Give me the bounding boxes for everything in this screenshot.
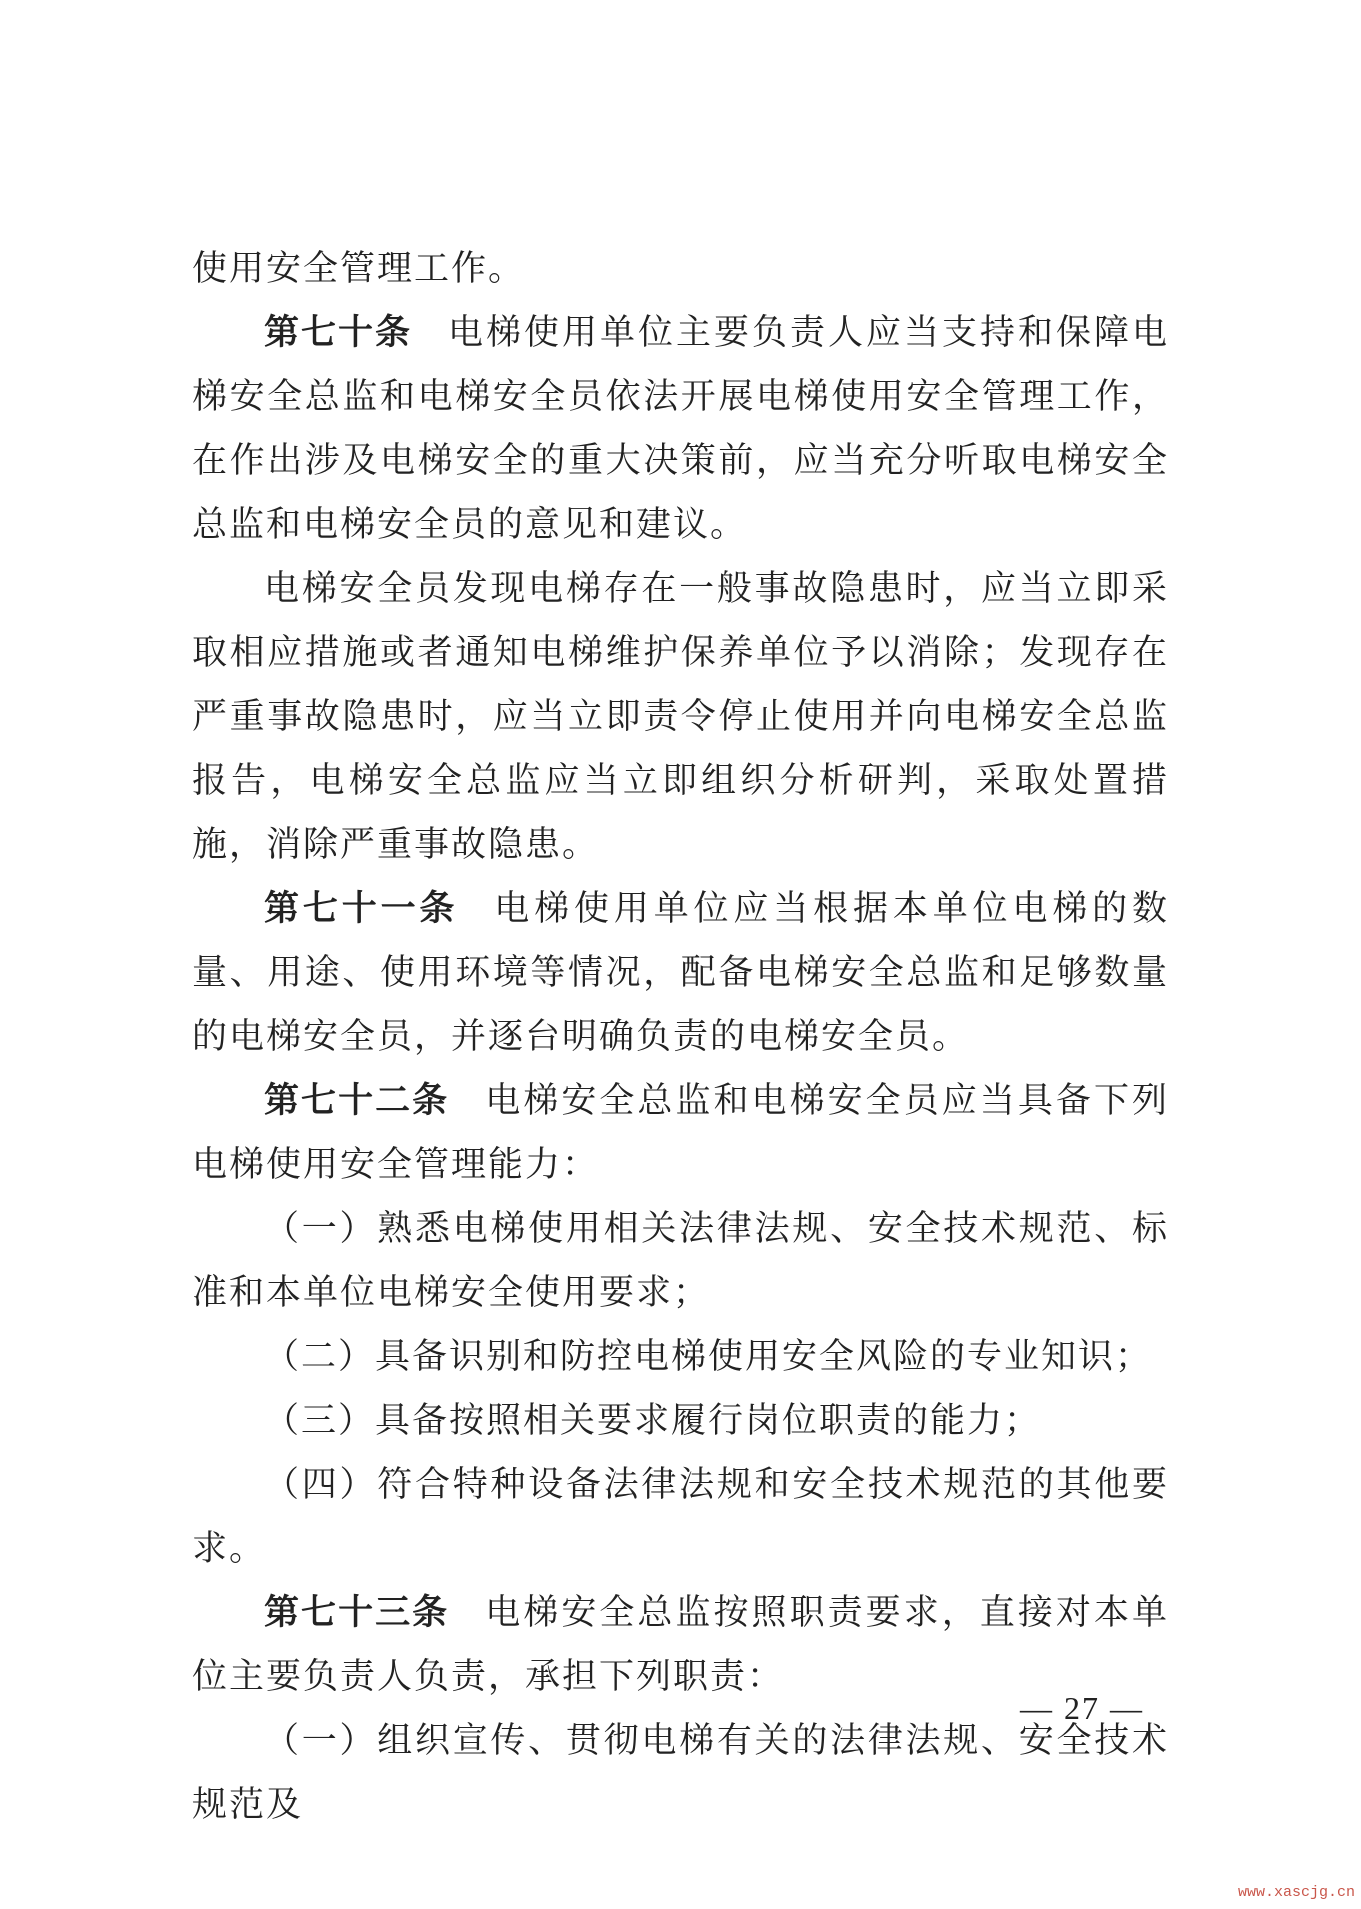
page-number: — 27 —	[1020, 1690, 1144, 1726]
paragraph-text: 电梯使用单位应当根据本单位电梯的数量、用途、使用环境等情况，配备电梯安全总监和足够数量的电梯安全员，并逐台明确负责的电梯安全员。	[192, 889, 1169, 1057]
list-item	[192, 1453, 1169, 1581]
list-item	[192, 1325, 1169, 1389]
paragraph-text: （二）具备识别和防控电梯使用安全风险的专业知识；	[264, 1337, 1153, 1377]
paragraph-text: 使用安全管理工作。	[192, 249, 526, 289]
paragraph-text: 电梯安全员发现电梯存在一般事故隐患时，应当立即采取相应措施或者通知电梯维护保养单位予以消除；发现存在严重事故隐患时，应当立即责令停止使用并向电梯安全总监报告，电梯安全总监应当立即组织分析研判，采取处置措施，消除严重事故隐患。	[192, 569, 1169, 865]
list-item	[192, 1389, 1169, 1453]
list-item	[192, 1709, 1169, 1837]
body-text	[192, 237, 1169, 1837]
paragraph-text: 电梯安全总监和电梯安全员应当具备下列电梯使用安全管理能力：	[192, 1081, 1169, 1185]
paragraph	[192, 557, 1169, 877]
article-number: 第七十二条	[264, 1081, 450, 1121]
paragraph-text: （一）熟悉电梯使用相关法律法规、安全技术规范、标准和本单位电梯安全使用要求；	[192, 1209, 1169, 1313]
article-number: 第七十三条	[264, 1593, 450, 1633]
paragraph	[192, 237, 1169, 301]
article-number: 第七十一条	[264, 889, 459, 929]
article-paragraph	[192, 877, 1169, 1069]
paragraph-text: （四）符合特种设备法律法规和安全技术规范的其他要求。	[192, 1465, 1169, 1569]
watermark-url: www.xascjg.cn	[1237, 1884, 1355, 1901]
article-number: 第七十条	[264, 313, 412, 353]
paragraph-text: 电梯使用单位主要负责人应当支持和保障电梯安全总监和电梯安全员依法开展电梯使用安全管理工作，在作出涉及电梯安全的重大决策前，应当充分听取电梯安全总监和电梯安全员的意见和建议。	[192, 313, 1169, 545]
article-paragraph	[192, 301, 1169, 557]
list-item	[192, 1197, 1169, 1325]
article-paragraph	[192, 1069, 1169, 1197]
paragraph-text: 电梯安全总监按照职责要求，直接对本单位主要负责人负责，承担下列职责：	[192, 1593, 1169, 1697]
paragraph-text: （三）具备按照相关要求履行岗位职责的能力；	[264, 1401, 1042, 1441]
paragraph-text: （一）组织宣传、贯彻电梯有关的法律法规、安全技术规范及	[192, 1721, 1169, 1825]
